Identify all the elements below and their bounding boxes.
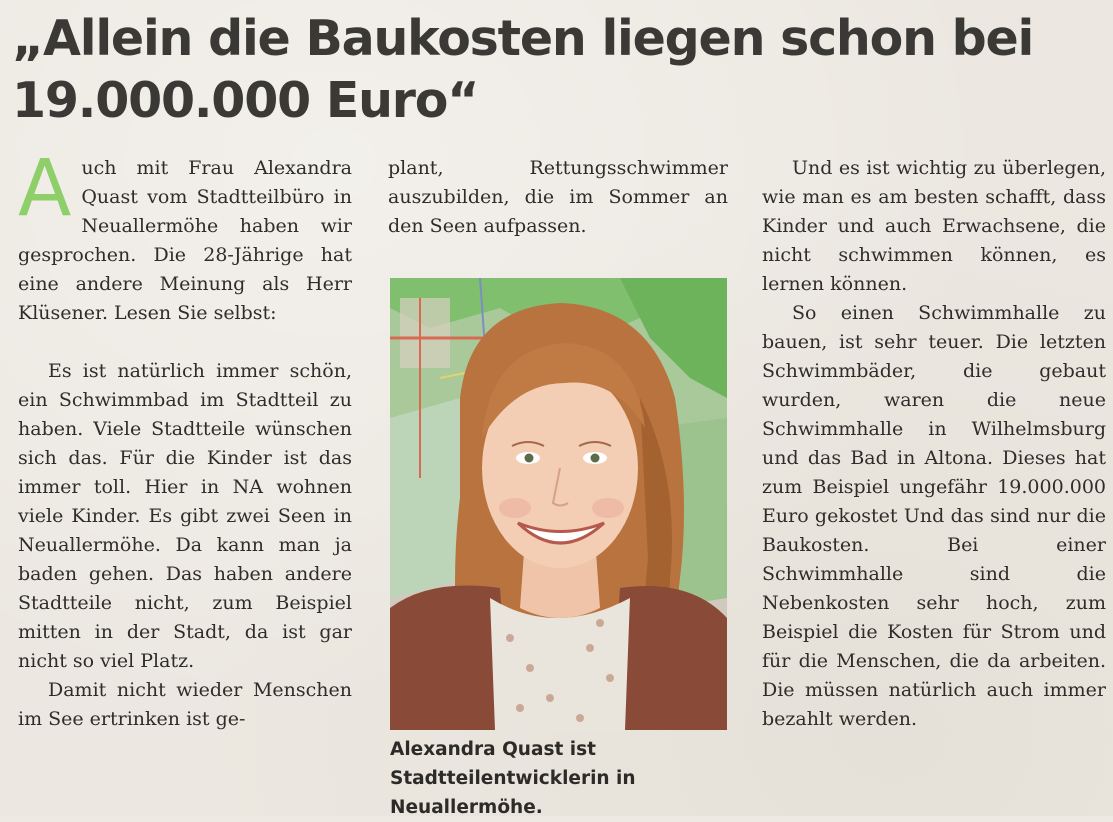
quote-paragraph-2: Damit nicht wieder Menschen im See ertrinken ist ge- <box>18 679 352 730</box>
col3-paragraph-2: So einen Schwimmhalle zu bauen, ist sehr teuer. Die letzten Schwimmbäder, die gebaut wurden, waren die neue Schwimmhalle in Wilhelmsburg und das Bad in Altona. Dieses hat zum Beispiel ungefähr 19.000.000 Euro gekostet Und das sind nur die Baukosten. Bei einer Schwimmhalle sind die Nebenkosten sehr hoch, zum Beispiel die Kosten für Strom und für die Menschen, die da arbeiten. Die müssen natürlich auch immer bezahlt werden. <box>762 302 1106 730</box>
text-column-1 <box>18 144 352 734</box>
intro-text: uch mit Frau Alexandra Quast vom Stadtteilbüro in Neuallermöhe haben wir gesprochen. Die 28-Jährige hat eine andere Meinung als Herr Klüsener. Lesen Sie selbst: <box>18 157 352 324</box>
photo-caption: Alexandra Quast ist Stadtteilentwicklerin in Neuallermöhe. <box>390 739 636 818</box>
intro-paragraph <box>18 144 352 328</box>
text-column-3 <box>762 154 1106 734</box>
continued-paragraph: plant, Rettungsschwimmer auszubilden, die im Sommer an den Seen aufpassen. <box>388 157 728 237</box>
quote-paragraph-1: Es ist natürlich immer schön, ein Schwimmbad im Stadtteil zu haben. Viele Stadtteile wünschen sich das. Für die Kinder ist das immer toll. Hier in NA wohnen viele Kinder. Es gibt zwei Seen in Neuallermöhe. Da kann man ja baden gehen. Das haben andere Stadtteile nicht, zum Beispiel mitten in der Stadt, da ist gar nicht so viel Platz. <box>18 360 352 672</box>
col3-paragraph-1: Und es ist wichtig zu überlegen, wie man es am besten schafft, dass Kinder und auch Erwachsene, die nicht schwimmen können, es lernen können. <box>762 157 1106 295</box>
drop-cap: A <box>18 144 72 234</box>
article-headline: „Allein die Baukosten liegen schon bei 19.000.000 Euro“ <box>12 10 1034 129</box>
portrait-photo <box>390 278 727 730</box>
text-column-2 <box>388 154 728 241</box>
